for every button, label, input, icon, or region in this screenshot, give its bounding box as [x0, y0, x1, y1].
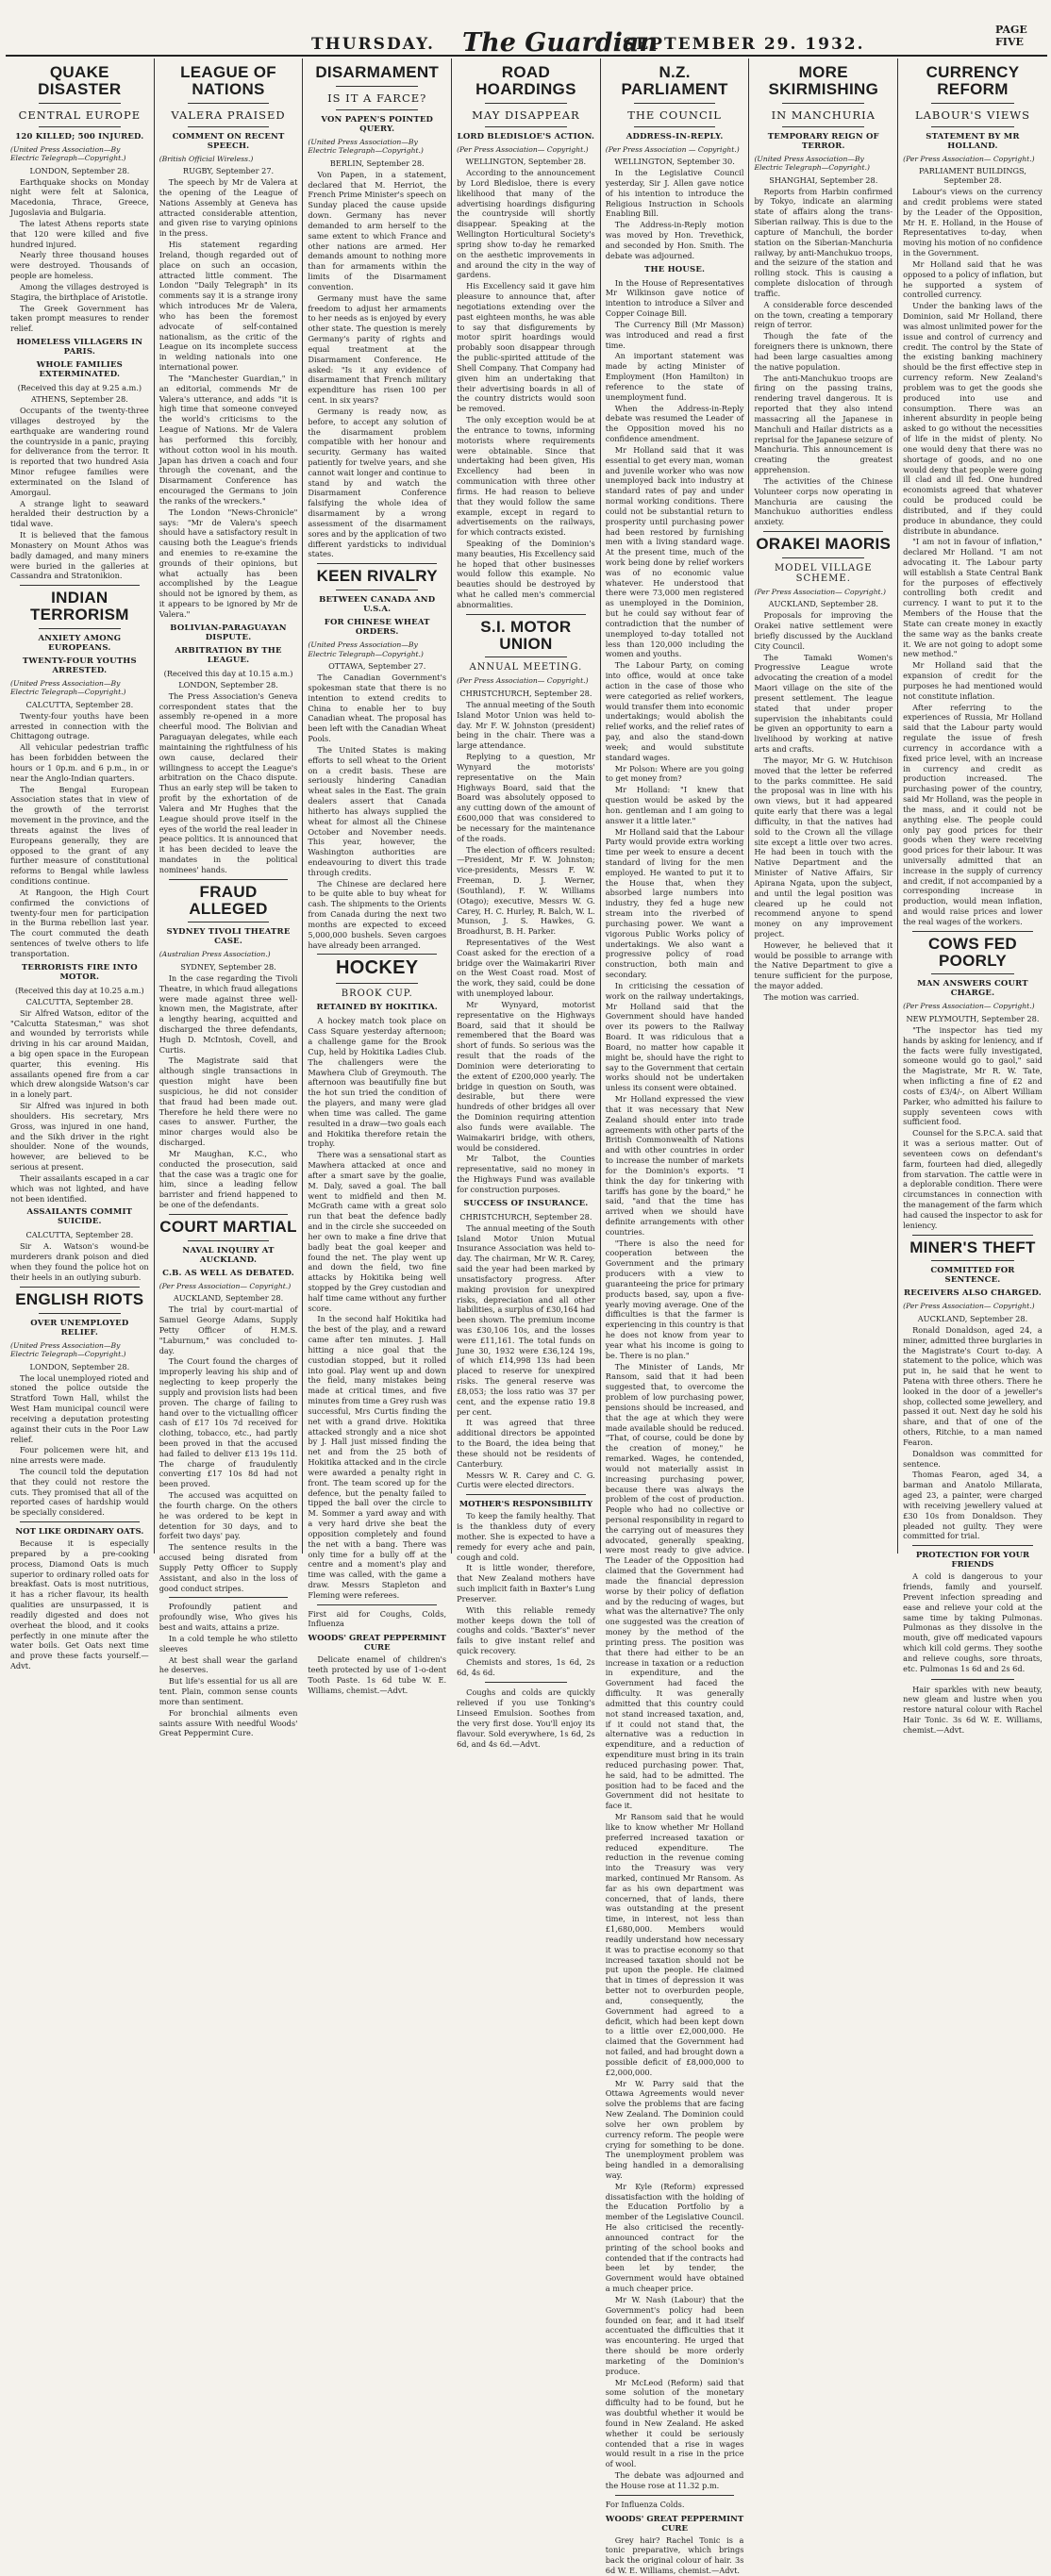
- subhead: COMMITTED FOR SENTENCE.: [930, 1266, 1015, 1286]
- paragraph: The debate was adjourned and the House rose at 11.32 p.m.: [605, 2470, 744, 2490]
- credit-line: (Australian Press Association.): [158, 950, 271, 959]
- paragraph: All vehicular pedestrian traffic has been forbidden between the hours or 1 0p.m. and 6 p.m., in or near the Anglo-Indian quarters.: [10, 742, 149, 783]
- subhead: MAN ANSWERS COURT CHARGE.: [917, 979, 1028, 999]
- divider: [20, 1287, 140, 1288]
- paragraph: Germany must have the same freedom to adjust her armaments to her needs as is enjoyed by every other state. The question is merely Germany's parity of rights and equal treatment at the Disarmament Conference. He asked: "Is it any evidence of disarmament that French military expenditure has risen 100 per cent. in six years?: [308, 292, 447, 406]
- dateline: LONDON, September 28.: [178, 679, 278, 690]
- divider: [912, 1545, 1033, 1546]
- divider: [782, 557, 864, 558]
- divider: [466, 614, 586, 615]
- dateline: CALCUTTA, September 28.: [25, 996, 134, 1006]
- paragraph: The Court found the charges of improperly leaving his ship and of neglecting to keep properly the supply and provision lists had been proven. The charge of failing to hand over to the victualling officer cash of £17 10s 7d received for clothing, tobacco, etc., had partly been proved in that the accused had failed to deliver £13 19s 11d. The charge of fraudulently converting £17 10s 8d had not been proved.: [158, 1356, 298, 1489]
- divider: [317, 563, 437, 564]
- divider: [169, 1597, 289, 1598]
- paragraph: The Tamaki Women's Progressive League wrote advocating the creation of a model Maori village on the site of the present settlement. The league stated that under proper supervision the inhabitants could be given an opportunity to earn a livelihood by working at native arts and crafts.: [754, 652, 893, 755]
- paragraph: The trial by court-martial of Samuel George Adams, Supply Petty Officer of H.M.S. "Laburnum," was concluded to-day.: [158, 1305, 298, 1355]
- headline-indian-terrorism: INDIAN TERRORISM: [29, 589, 129, 623]
- headline-orakei-maoris: ORAKEI MAORIS: [756, 534, 892, 553]
- dateline: CHRISTCHURCH, September 28.: [459, 1211, 592, 1222]
- advert-body: Coughs and colds are quickly relieved if you use Tonking's Linseed Emulsion. Soothes from the very first dose. You'll enjoy its flavour. Sold everywhere, 1s 6d, 2s 6d, and 4s 6d.—Advt.: [457, 1687, 595, 1749]
- received-line: (Received this day at 10.15 a.m.): [163, 668, 293, 678]
- paragraph: Reports from Harbin confirmed by Tokyo, indicate an alarming state of affairs along the trans-Siberian railway. This is due to the capture of Manchuli, the border station on the Siberian-Manchuria railway, by anti-Manchukuo troops, and the seizure of the station and rolling stock. This is causing a complete dislocation of through traffic.: [754, 186, 893, 298]
- subhead: TWENTY-FOUR YOUTHS ARRESTED.: [22, 656, 137, 675]
- divider: [931, 1679, 1014, 1680]
- subhead: BOLIVIAN-PARAGUAYAN DISPUTE.: [170, 623, 287, 642]
- divider: [336, 109, 418, 110]
- subhead: RECEIVERS ALSO CHARGED.: [904, 1288, 1042, 1299]
- credit-line: (United Press Association—By Electric Telegraph—Copyright.): [308, 137, 424, 156]
- subhead: FOR CHINESE WHEAT ORDERS.: [324, 618, 430, 638]
- column-2: [155, 58, 304, 1738]
- credit-line: (Per Press Association — Copyright.): [605, 144, 740, 154]
- paragraph: Earthquake shocks on Monday night were felt at Salonica, Macedonia, Thrace, Greece, Jugoslavia and Bulgaria.: [10, 176, 149, 218]
- advert-body: Because it is especially prepared by a pre-cooking process, Diamond Oats is much superior to ordinary rolled oats for breakfast. Oats is most nutritious, it has a richer flavour, its health qualities are unsurpassed, it is readily digested and does not overheat the blood, and it cooks perfectly in one minute after the water boils. Get Oats next time and prove these facts yourself.—Advt.: [10, 1538, 149, 1671]
- dateline: PARLIAMENT BUILDINGS, September 28.: [918, 166, 1026, 186]
- advert-title: PROTECTION FOR YOUR FRIENDS: [915, 1551, 1030, 1571]
- paragraph: The motion was carried.: [763, 991, 859, 1002]
- paragraph: The mayor, Mr G. W. Hutchison moved that the letter be referred to the parks committee. He said the proposal was in line with his own views, but it had appeared quite early that there was a legal difficulty, in that the natives had sold to the Crown all the village site except a little over two acres. He had been in touch with the Native Department and the Minister of Native Affairs, Sir Apirana Ngata, upon the subject, and until the legal position was cleared up he could not recommend anyone to spend money on any improvement project.: [754, 755, 893, 939]
- paragraph: Mr Wynyard, motorist representative on the Highways Board, said that it should be remembered that the Board was short of funds. So serious was the result that the roads of the Dominion were deteriorating to the extent of £200,000 yearly. The bridge in question on South, was desirable, but there were hundreds of other bridges all over the Dominion requiring attention also funds were available. The Waimakariri bridge, with others, would be considered.: [457, 999, 595, 1153]
- paragraph: Sir Alfred Watson, editor of the "Calcutta Statesman," was shot and wounded by terrorists while driving in his car around Maidan, a big open space in the European quarter, this evening. His assailants opened fire from a car which drew alongside Watson's car in a lonely part.: [10, 1007, 149, 1100]
- divider: [169, 879, 289, 880]
- paragraph: The "Manchester Guardian," in an editorial, commends Mr de Valera's utterance, and adds "it is high time that someone conveyed the world's criticisms to the League of Nations. Mr de Valera has performed this forcibly, without cotton wool in his mouth. Japan has driven a coach and four through the covenant, and the Disarmament Conference has encouraged the Germans to join the ranks of the wreckers.": [158, 373, 298, 506]
- divider: [763, 531, 883, 532]
- paragraph: Four policemen were hit, and nine arrests were made.: [10, 1445, 149, 1466]
- paragraph: Proposals for improving the Orakei native settlement were briefly discussed by the Auckland City Council.: [754, 610, 893, 651]
- paragraph: Mr Talbot, the Counties representative, said no money in the Highways Fund was available for construction purposes.: [457, 1154, 595, 1194]
- paragraph: However, he believed that it would be possible to arrange with the Native Department to give a tenure sufficient for the purpose, the mayor added.: [754, 939, 893, 991]
- credit-line: (Per Press Association— Copyright.): [158, 1281, 292, 1290]
- dateline: ATHENS, September 28.: [30, 394, 128, 405]
- headline-nz-parliament: N.Z. PARLIAMENT: [621, 63, 728, 98]
- headline-cows-fed-poorly: COWS FED POORLY: [927, 934, 1017, 970]
- paragraph: Though the fate of the foreigners there is unknown, there had been large casualties among the native population.: [754, 331, 893, 372]
- advert-body: Chemists and stores, 1s 6d, 2s 6d, 4s 6d.: [457, 1656, 595, 1677]
- paragraph: Among the villages destroyed is Stagira, the birthplace of Aristotle.: [10, 281, 149, 302]
- page-columns: [6, 58, 1047, 2575]
- paragraph: In the House of Representatives Mr Wilkinson gave notice of intention to introduce a Silver and Copper Coinage Bill.: [605, 277, 744, 319]
- dateline: NEW PLYMOUTH, September 28.: [906, 1013, 1040, 1023]
- paragraph: Replying to a question, Mr Wynyard the motorists' representative on the Main Highways Board, said that the Board was absolutely opposed to any cutting down of the amount of £600,000 that was considered to be necessary for the maintenance of the roads.: [457, 752, 595, 843]
- dateline: BERLIN, September 28.: [329, 158, 425, 168]
- subhead: HOMELESS VILLAGERS IN PARIS.: [16, 338, 143, 357]
- divider: [485, 126, 567, 127]
- advert-body: Grey hair? Rachel Tonic is a tonic preparative, which brings back the original colour of hair. 3s 6d W. E. Williams, chemist.—Advt.: [605, 2534, 744, 2575]
- subhead: ARBITRATION BY THE LEAGUE.: [175, 645, 282, 665]
- paragraph: The Chinese are declared here to be quite able to buy wheat for cash. The shipments to the Orients from Canada during the next two months are expected to exceed 5,000,000 bushels. Seven cargoes have already been arranged.: [308, 878, 447, 950]
- dateline: AUCKLAND, September 28.: [917, 1313, 1028, 1323]
- subhead: TEMPORARY REIGN OF TERROR.: [767, 131, 879, 151]
- paragraph: The Greek Government has taken prompt measures to render relief.: [10, 303, 149, 334]
- paragraph: It was agreed that three additional directors be appointed to the Board, the idea being that these should not be residents of Canterbury.: [457, 1418, 595, 1469]
- divider: [336, 86, 418, 87]
- divider: [782, 126, 864, 127]
- paragraph: "There is also the need for cooperation between the Government and the primary producers with a view to guaranteeing the price for primary products based, say, upon a five-yearly moving average. One of the difficulties is that the farmer is experiencing in this country is that he does not know from year to year what his income is going to be. There is no plan.": [605, 1238, 744, 1360]
- divider: [188, 1240, 270, 1241]
- divider: [39, 103, 121, 104]
- paragraph: Counsel for the S.P.C.A. said that it was a serious matter. Out of seventeen cows on defendant's farm, fourteen had died, allegedly from starvation. The cattle were in a deplorable condition. There were circumstances in connection with the management of the farm which had caused the inspector to ask for leniency.: [903, 1128, 1043, 1230]
- column-1: [6, 58, 155, 1671]
- paragraph: Labour's views on the currency and credit problems were stated by the Leader of the Opposition, Mr H. E. Holland, in the House of Representatives to-day, when moving his motion of no confidence in the Government.: [903, 187, 1043, 258]
- paragraph: The Canadian Government's spokesman state that there is no intention to extend credits to China to enable her to buy Canadian wheat. The proposal has been left with the Canadian Wheat Pools.: [308, 673, 447, 744]
- paragraph: The speech by Mr de Valera at the opening of the League of Nations Assembly at Geneva has attracted considerable attention, and given rise to varying opinions in the press.: [158, 177, 298, 239]
- paragraph: Mr Holland said that he was opposed to a policy of inflation, but he supported a system of controlled currency.: [903, 258, 1043, 300]
- divider: [485, 1682, 567, 1683]
- headline-more-skirmishing: MORE SKIRMISHING: [768, 63, 879, 98]
- paragraph: In criticising the cessation of work on the railway undertakings, Mr Holland said that the Government should have handed over its powers to the Railway Board. It was ridiculous that a Board, no matter how capable it might be, should have the right to say to the Government that certain works should not be undertaken unless its consent were obtained.: [605, 980, 744, 1093]
- subhead: MODEL VILLAGE SCHEME.: [775, 562, 873, 584]
- divider: [20, 1521, 140, 1522]
- advert-title: NOT LIKE ORDINARY OATS.: [15, 1527, 144, 1537]
- advert-body: To keep the family healthy. That is the thankless duty of every mother. She is expected to have a remedy for every ache and pain, cough and cold.: [457, 1511, 595, 1562]
- headline-hockey: HOCKEY: [336, 957, 419, 979]
- page-number: PAGE FIVE: [995, 24, 1027, 48]
- paragraph: A considerable force descended on the town, creating a temporary reign of terror.: [754, 299, 893, 330]
- paragraph: The Address-in-Reply motion was moved by Hon. Trevethick, and seconded by Hon. Smith. The debate was adjourned.: [605, 220, 744, 260]
- subhead: CENTRAL EUROPE: [18, 108, 142, 122]
- paragraph: The Minister of Lands, Mr Ransom, said that it had been suggested that, to overcome the problem of low purchasing power, pensions should be increased, and that the age at which they were made available should be reduced. "That, of course, could be done by the creation of money," he remarked. Wages, he contended, would not materially assist in increasing purchasing power, because there was always the problem of the cost of production. People who had no collective or personal responsibility in regard to the carrying out of measures they advocated, generally speaking, were most ready to give advice. The Leader of the Opposition had claimed that the Government had made the financial depression worse by their policy of deflation and by the reducing of wages, but what was the alternative? The only one suggested was the creation of money by the method of the printing press. The position was that there had either to be an increase in taxation or a reduction in expenditure, and the Government had faced the difficulty. It was generally admitted that this country could not stand increased taxation, and, if it could not stand that, the alternative was a reduction in expenditure, and a reduction of expenditure must bring in its train reduced purchasing power. That, he said, had to be admitted. The position had to be faced and the Government did not hesitate to face it.: [605, 1361, 744, 1811]
- advert-verse: At best shall wear the garland he deserves.: [158, 1654, 298, 1675]
- dateline: AUCKLAND, September 28.: [768, 599, 878, 609]
- paragraph: The United States is making efforts to sell wheat to the Orient on a credit basis. These are seriously hindering Canadian wheat sales in the East. The grain dealers assert that Canada hitherto has always supplied the wheat for almost all the Chinese October and November needs. This year, however, the Washington authorities are endeavouring to divert this trade through credits.: [308, 744, 447, 877]
- dateline: SHANGHAI, September 28.: [769, 175, 878, 185]
- divider: [39, 126, 121, 127]
- paragraph: Messrs W. R. Carey and C. G. Curtis were elected directors.: [457, 1470, 595, 1490]
- credit-line: (Per Press Association— Copyright.): [903, 154, 1035, 163]
- dateline: CALCUTTA, September 28.: [25, 1230, 134, 1240]
- dateline: WELLINGTON, September 28.: [465, 157, 587, 167]
- paragraph: The Labour Party, on coming into office, would at once take action in the case of those who were categoried as relief workers, would transfer them into economic undertakings; would abolish the relief works, and the relief rates of pay, and also the stand-down week; and would substitute standard wages.: [605, 660, 744, 762]
- subhead: ASSAILANTS COMMIT SUICIDE.: [26, 1207, 133, 1227]
- credit-line: (Per Press Association— Copyright.): [754, 587, 886, 596]
- paragraph: Mr W. Nash (Labour) that the Government's policy had been founded on fear, and it had itself accentuated the difficulties that it was encountering. He urged that there should be more orderly marketing of the Dominion's produce.: [605, 2294, 744, 2376]
- paragraph: At Rangoon, the High Court confirmed the convictions of twenty-four men for participation in the Burma rebellion last year. The court commuted the death sentences of twelve others to life transportation.: [10, 887, 149, 958]
- paragraph: Thomas Fearon, aged 34, a barman and Anatolo Millarata, aged 23, a painter, were charged with receiving jewellery valued at £30 10s from Donaldson. They pleaded not guilty. They were committed for trial.: [903, 1470, 1043, 1541]
- received-line: (Received this day at 9.25 a.m.): [17, 383, 142, 393]
- subhead: SYDNEY TIVOLI THEATRE CASE.: [166, 927, 291, 947]
- column-5: [601, 58, 750, 2575]
- subhead: VALERA PRAISED: [171, 108, 286, 122]
- divider: [317, 954, 437, 955]
- subhead: LABOUR'S VIEWS: [914, 108, 1030, 122]
- paragraph: Representatives of the West Coast asked for the erection of a bridge over the Waimakariri River on the West Coast road. Most of the work, they said, could be done with unemployed labour.: [457, 938, 595, 999]
- paragraph: "I am not in favour of inflation," declared Mr Holland. "I am not advocating it. The Labour party will establish a State Central Bank for the purposes of effectively controlling both credit and currency. I want to put it to the Members of the House that the State can create money in exactly the same way as the banks create it. We are not going to adopt some new method.": [903, 537, 1043, 659]
- dateline: OTTAWA, September 27.: [328, 661, 426, 672]
- dateline: SYDNEY, September 28.: [180, 961, 276, 972]
- credit-line: (United Press Association—By Electric Telegraph—Copyright.): [10, 1340, 126, 1359]
- masthead-day: THURSDAY.: [311, 35, 435, 54]
- paragraph: Donaldson was committed for sentence.: [903, 1448, 1043, 1469]
- newspaper-title: The Guardian: [462, 28, 658, 58]
- headline-currency-reform: CURRENCY REFORM: [926, 63, 1020, 98]
- paragraph: The sentence results in the accused being disrated from Supply Petty Officer to Supply Assistant, and also in the loss of good conduct stripes.: [158, 1542, 298, 1593]
- credit-line: (United Press Association—By Electric Telegraph—Copyright.): [308, 640, 424, 658]
- advert-title: MOTHER'S RESPONSIBILITY: [459, 1500, 593, 1510]
- paragraph: There was a sensational start as Mawhera attacked at once and after a smart save by the goalie, M. Daly, saved a goal. The ball went to midfield and then M. McGrath came with a great solo run that beat the defence badly and in the circle she succeeded on her own to make a fine drive that badly beat the goal keeper and found the net. The play went up and down the field, two fine attacks by Hokitika being well stopped by the Grey custodian and half time came without any further score.: [308, 1150, 447, 1313]
- headline-disarmament: DISARMAMENT: [315, 63, 440, 81]
- column-4: [452, 58, 601, 1749]
- paragraph: In the Legislative Council yesterday, Sir J. Allen gave notice of his intention to introduce the Religious Instruction in Schools Enabling Bill.: [605, 168, 744, 219]
- headline-miners-theft: MINER'S THEFT: [909, 1238, 1036, 1256]
- paragraph: The latest Athens reports state that 120 were killed and five hundred injured.: [10, 218, 149, 249]
- paragraph: The accused was acquitted on the fourth charge. On the others he was ordered to be kept in detention for 30 days, and to forfeit two days' pay.: [158, 1490, 298, 1541]
- subhead: BROOK CUP.: [341, 989, 413, 1000]
- received-line: (Received this day at 10.25 a.m.): [14, 985, 144, 995]
- divider: [931, 126, 1014, 127]
- subhead: MAY DISAPPEAR: [472, 108, 580, 122]
- advert-body: With this reliable remedy mother keeps down the toll of coughs and colds. "Baxter's" never fails to give instant relief and quick recovery.: [457, 1604, 595, 1655]
- paragraph: The Magistrate said that although single transactions in question might have been suspicious, he did not consider that fraud had been made out. Therefore he held there were no cases to answer. Further, the minor charges would also be discharged.: [158, 1055, 298, 1148]
- paragraph: Von Papen, in a statement, declared that M. Herriot, the French Prime Minister's speech on Sunday placed the cause upside down. Germany has never demanded to arm herself to the same extent to which France and other nations are armed. Her demands amount to nothing more than for armaments within the limits of the Disarmament convention.: [308, 169, 447, 291]
- subhead: WHOLE FAMILIES EXTERMINATED.: [36, 360, 123, 380]
- credit-line: (Per Press Association— Copyright.): [903, 1302, 1035, 1311]
- headline-court-martial: COURT MARTIAL: [159, 1217, 297, 1236]
- masthead-date: SEPTEMBER 29. 1932.: [623, 35, 865, 54]
- paragraph: When the Address-in-Reply debate was resumed the Leader of the Opposition moved his no confidence amendment.: [605, 403, 744, 444]
- headline-fraud-alleged: FRAUD ALLEGED: [189, 882, 268, 918]
- subhead: IN MANCHURIA: [771, 108, 876, 122]
- divider: [466, 1494, 586, 1495]
- column-7: [898, 58, 1047, 1735]
- divider: [39, 1313, 121, 1314]
- dateline: RUGBY, September 27.: [182, 166, 275, 176]
- divider: [485, 656, 567, 657]
- paragraph: His Excellency said it gave him pleasure to announce that, after negotiations extending over the past eighteen months, he was able to say that disfigurements by motor spirit hoardings would probably soon disappear through the public-spirited attitude of the Shell Company. That Company had given him an undertaking that their advertising boards in all of the country districts would soon be removed.: [457, 281, 595, 414]
- paragraph: Mr McLeod (Reform) said that some solution of the monetary difficulty had to be found, but he was doubtful whether it would be found in New Zealand. He asked whether it could be seriously contended that a rise in wages would result in a rise in the price of wool.: [605, 2377, 744, 2469]
- subhead: 120 KILLED; 500 INJURED.: [15, 131, 144, 141]
- subhead: STATEMENT BY MR HOLLAND.: [926, 131, 1020, 151]
- divider: [615, 2495, 735, 2496]
- paragraph: In the case regarding the Tivoli Theatre, in which fraud allegations were made against three well-known men, the Magistrate, after a lengthy hearing, acquitted and discharged the three defendants, Hugh D. McIntosh, Covell, and Curtis.: [158, 972, 298, 1055]
- paragraph: A strange light to seaward heralded their destruction by a tidal wave.: [10, 498, 149, 529]
- credit-line: (United Press Association—By Electric Telegraph—Copyright.): [754, 154, 870, 173]
- paragraph: In the second half Hokitika had the best of the play, and a reward came after ten minutes. J. Hall hitting a nice goal that the custodian stopped, but it rolled into goal. Play went up and down the field, many mistakes being made at critical times, and five minutes from time a Grey rush was successful, Mrs Curtis finding the net with a grand drive. Hokitika attacked strongly and a nice shot by J. Hall just missed finding the net and from the 25 both of Hokitika attacked and in the circle were awarded a penalty right in front. The team scored up for the defence, but the penalty failed to tipped the ball over the circle to M. Sommer a yard away and with a very hard drive she beat the opposition completely and found the net with a bang. There was only time for a bully off at the centre and a moment's play and time was called, with the game a draw. Messrs Stapleton and Fleming were referees.: [308, 1314, 447, 1600]
- advert-body: A cold is dangerous to your friends, family and yourself. Prevent infection spreading and ease and relieve your cold at the same time by taking Pulmonas. Pulmonas as they dissolve in the mouth, give off medicated vapours which kill cold germs. They soothe and relieve coughs, sore throats, etc. Pulmonas 1s 6d and 2s 6d.: [903, 1571, 1043, 1673]
- advert-verse: Profoundly patient and profoundly wise, Who gives his best and waits, attains a prize.: [158, 1602, 298, 1633]
- paragraph: The Press Association's Geneva correspondent states that the assembly re-opened in a more cheerful mood. The Bolivian and Paraguayan delegates, while each maintaining the rightfulness of his own cause, declared their willingness to accept the League's arbitration on the Chaco dispute. Thus an early step will be taken to profit by the exhortation of de Valera and Mr Hughes that the League should prove itself in the eyes of the world the real leader in peace politics. It is announced that it has been decided to leave the mandates in the political nominees' hands.: [158, 690, 298, 874]
- divider: [634, 103, 716, 104]
- paragraph: Mr Holland said that the Labour Party would provide extra working time per week to ensure a decent standard of living for the men employed. He wanted to put it to the House that, when they absorbed large numbers into industry, they fed a huge new stream into the riverbed of purchasing power. We want a vigorous Public Works policy of undertakings. We also want a progressive policy of road construction, both main and secondary.: [605, 826, 744, 980]
- subhead: ANXIETY AMONG EUROPEANS.: [38, 633, 122, 653]
- paragraph: Mr Polson: Where are you going to get money from?: [605, 763, 744, 784]
- column-6: [749, 58, 898, 1554]
- advert-title: WOODS' GREAT PEPPERMINT CURE: [605, 2514, 744, 2534]
- divider: [485, 103, 567, 104]
- divider: [931, 103, 1014, 104]
- subhead: ADDRESS-IN-REPLY.: [626, 131, 724, 141]
- divider: [931, 973, 1014, 974]
- paragraph: Mr Holland expressed the view that it was necessary that New Zealand should enter into trade agreements with other parts of the British Commonwealth of Nations and with other countries in order to increase the number of markets for the Dominion's exports. "I think the day for tinkering with tariffs has gone by the board," he said, "and that the time has arrived when we should have definite arrangements with other countries.: [605, 1094, 744, 1237]
- headline-keen-rivalry: KEEN RIVALRY: [316, 567, 438, 586]
- divider: [912, 931, 1033, 932]
- paragraph: The London "News-Chronicle" says: "Mr de Valera's speech should have a satisfactory result in causing both the League's friends and enemies to re-examine the grounds of their opinions, but what actually has been accomplished by the League should not be ignored by them, as it appears to be ignored by Mr de Valera.": [158, 507, 298, 619]
- paragraph: Mr W. Parry said that the Ottawa Agreements would never solve the problems that are facing New Zealand. The Dominion could solve her own problem by currency reform. The people were crying for something to be done. The unemployment problem was being handled in a demoralising way.: [605, 2078, 744, 2180]
- subhead: IS IT A FARCE?: [327, 91, 427, 105]
- paragraph: After referring to the experiences of Russia, Mr Holland said that the Labour party would regulate the issue of fresh currency in accordance with a fixed price level, with an increase in currency and credit as production increased. The purchasing power of the country, said Mr Holland, was the people in the mass, and it could not be anything else. The people could only pay good prices for their goods when they were receiving good prices for their labour. It was universally admitted that an increase in the supply of currency and credit, if not accompanied by a corresponding increase in production, would mean inflation, and would raise prices and lower the real wages of the workers.: [903, 702, 1043, 926]
- paragraph: The activities of the Chinese Volunteer corps now operating in Manchuria are causing the Manchukuo authorities endless anxiety.: [754, 475, 893, 527]
- credit-line: (Per Press Association— Copyright.): [457, 676, 589, 686]
- paragraph: The Bengal European Association states that in view of the growth of the terrorist movement in the province, and the threats against the lives of Europeans generally, they are opposed to the grant of any further measure of constitutional reforms to Bengal while lawless conditions continue.: [10, 784, 149, 887]
- paragraph: Their assailants escaped in a car which was not lighted, and have not been identified.: [10, 1172, 149, 1204]
- subhead: BETWEEN CANADA AND U.S.A.: [319, 595, 436, 615]
- paragraph: His statement regarding Ireland, though regarded out of place on such an occasion, attracted little comment. The London "Daily Telegraph" in its comments say it is a strange irony which introduces Mr de Valera, who has been the foremost advocate of self-contained nationalism, as the critic of the League on its incomplete success in welding nationals into one international power.: [158, 240, 298, 373]
- dateline: LONDON, September 28.: [29, 165, 130, 175]
- subhead: C.B. AS WELL AS DEBATED.: [162, 1268, 294, 1278]
- divider: [782, 103, 864, 104]
- divider: [169, 1214, 289, 1215]
- paragraph: An important statement was made by acting Minister of Employment (Hon Hamilton) in reference to the state of unemployment fund.: [605, 351, 744, 402]
- divider: [634, 126, 716, 127]
- paragraph: Under the banking laws of the Dominion, said Mr Holland, there was almost unlimited power for the issue and control of currency and credit. The control by the State of the existing banking machinery should be the first effective step in currency reform. New Zealand's problem was to get the goods she produced into use and consumption. There was an inherent absurdity in people being asked to go without the necessities of life in the midst of plenty. No one would deny that there was no shortage of goods, and no one would deny that people were going ill clad and ill fed. One hundred economists agreed that whatever could be produced could be distributed, and if they could produce in abundance, they could distribute in abundance.: [903, 301, 1043, 536]
- paragraph: Germany is ready now, as before, to accept any solution of the disarmament problem compatible with her honour and security. Germany has waited patiently for twelve years, and she cannot wait longer and continue to stand by and watch the Disarmament Conference falsifying the whole idea of disarmament by a wrong assessment of the disarmament sores and by the application of two different yardsticks to individual states.: [308, 406, 447, 559]
- advert-body: It is little wonder, therefore, that New Zealand mothers have such implicit faith in Baxter's Lung Preserver.: [457, 1563, 595, 1604]
- paragraph: According to the announcement by Lord Bledisloe, there is every likelihood that many of the advertising hoardings disfiguring the countryside will shortly disappear. Speaking at the Wellington Horticultural Society's spring show to-day he remarked on the aesthetic improvements in and around the city in the way of gardens.: [457, 168, 595, 280]
- paragraph: The only exception would be at the entrance to towns, informing motorists where requirements were obtainable. Since that undertaking had been given, His Excellency had been in communication with three other firms. He had reason to believe that they would follow the same example, except in regard to advertisements on the railways, for which contracts existed.: [457, 415, 595, 538]
- masthead: [0, 0, 1051, 58]
- advert-body: Delicate enamel of children's teeth protected by use of 1-o-dent Tooth Paste. 1s 6d tube W. E. Williams, chemist.—Advt.: [308, 1654, 447, 1695]
- subhead: ANNUAL MEETING.: [469, 662, 583, 673]
- advert-verse: For bronchial ailments even saints assure With needful Woods' Great Peppermint Cure.: [158, 1707, 298, 1738]
- advert-body: Hair sparkles with new beauty, new gleam and lustre when you restore natural colour with Rachel Hair Tonic. 3s 6d W. E. Williams, chemist.—Advt.: [903, 1684, 1043, 1735]
- paragraph: Nearly three thousand houses were destroyed. Thousands of people are homeless.: [10, 250, 149, 281]
- divider: [336, 983, 418, 984]
- credit-line: (British Official Wireless.): [158, 154, 254, 163]
- paragraph: The annual meeting of the South Island Motor Union was held to-day. Mr F. W. Johnston (president) being in the chair. There was a large attendance.: [457, 699, 595, 751]
- subhead: THE COUNCIL: [627, 108, 722, 122]
- advert-title: WOODS' GREAT PEPPERMINT CURE: [308, 1634, 446, 1654]
- subhead: COMMENT ON RECENT SPEECH.: [172, 131, 285, 151]
- advert-verse: But life's essential for us all are tent. Plain, common sense counts more than sentiment.: [158, 1676, 298, 1706]
- dateline: AUCKLAND, September 28.: [173, 1293, 284, 1304]
- dateline: CHRISTCHURCH, September 28.: [459, 688, 592, 698]
- divider: [931, 1260, 1014, 1261]
- subhead: VON PAPEN'S POINTED QUERY.: [321, 114, 434, 134]
- masthead-rule: [6, 55, 1047, 57]
- divider: [912, 1235, 1033, 1236]
- column-3: [303, 58, 452, 1695]
- headline-road-hoardings: ROAD HOARDINGS: [475, 63, 576, 98]
- headline-league-of-nations: LEAGUE OF NATIONS: [180, 63, 276, 98]
- paragraph: "The inspector has tied my hands by asking for leniency, and if the facts were fully investigated, someone would go to gaol," said the Magistrate, Mr R. W. Tate, when inflicting a fine of £2 and costs of £3/4/-, on Albert William Parker, who admitted his failure to supply seventeen cows with sufficient food.: [903, 1024, 1043, 1127]
- paragraph: Mr Ransom said that he would like to know whether Mr Holland preferred increased taxation or reduced expenditure. The reduction in the revenue coming into the Treasury was very marked, continued Mr Ransom. As far as his own department was concerned, that of lands, there was outstanding at the present time, in interest, not less than £1,680,000. Members would readily understand how necessary it was to practise economy so that increased taxation should not be put upon the people. He claimed that in times of depression it was better not to overburden people, and, consequently, the Government had agreed to a deficit, which had been kept down to a little over £2,000,000. He claimed that the Government had not failed, and had brought down a possible deficit of £8,000,000 to £2,000,000.: [605, 1812, 744, 2077]
- paragraph: The Currency Bill (Mr Masson) was introduced and read a first time.: [605, 319, 744, 350]
- paragraph: Mr Maughan, K.C., who conducted the prosecution, said that the case was a tragic one for him, since a leading fellow barrister and friend happened to be one of the defendants.: [158, 1148, 298, 1210]
- headline-english-riots: ENGLISH RIOTS: [15, 1289, 144, 1308]
- credit-line: (Per Press Association— Copyright.): [903, 1002, 1035, 1011]
- paragraph: Ronald Donaldson, aged 24, a miner, admitted three burglaries in the Magistrate's Court to-day. A statement to the police, which was put in, he said that he went to Patena with three others. There he looked in the door of a jeweller's shop, collected some jewellery, and passed it out. Next day he sold his share, and that of one of the others, Ritchie, to a man named Fearon.: [903, 1324, 1043, 1447]
- dateline: LONDON, September 28.: [29, 1361, 130, 1371]
- paragraph: The council told the deputation that they could not restore the cuts. They promised that all of the reported cases of hardship would be specially considered.: [10, 1467, 149, 1518]
- paragraph: It is believed that the famous Monastery on Mount Athos was badly damaged, and many miners were buried in the galleries at Cassandra and Stratonikion.: [10, 530, 149, 581]
- paragraph: The election of officers resulted:—President, Mr F. W. Johnston; vice-presidents, Messrs F. W. Freeman, D. J. Werner, (Southland), F. W. Williams (Otago); executive, Messrs W. G. Carey, H. C. Hurley, R. Balch, W. L. Munson, J. S. Hawkes, G. Broadhurst, B. H. Parker.: [457, 844, 595, 937]
- paragraph: Mr Kyle (Reform) expressed dissatisfaction with the holding of the Education Portfolio by a member of the Legislative Council. He also criticised the recently-announced contract for the printing of the school books and contended that if the contracts had been let by tender, the Government would have obtained a much cheaper price.: [605, 2181, 744, 2294]
- paragraph: Sir A. Watson's wound-be murderers drank poison and died when they found the police hot on their heels in an outlying suburb.: [10, 1241, 149, 1282]
- advert-verse: In a cold temple he who stiletto sleeves: [158, 1633, 298, 1654]
- subhead: SUCCESS OF INSURANCE.: [463, 1198, 589, 1208]
- divider: [188, 103, 270, 104]
- paragraph: Twenty-four youths have been arrested in connection with the Chittagong outrage.: [10, 710, 149, 741]
- paragraph: The anti-Manchukuo troops are firing on the passing trains, rendering travel dangerous. It is reported that they also intend massacring all the Japanese in Manchuli and Hailar districts as a reprisal for the Japanese seizure of Manchuria. This announcement is creating the greatest apprehension.: [754, 373, 893, 475]
- headline-quake-disaster: QUAKE DISASTER: [38, 63, 122, 98]
- paragraph: The annual meeting of the South Island Motor Union Mutual Insurance Association was held to-day. The chairman, Mr W. R. Carey, said the year had been marked by unsatisfactory progress. After making provision for unexpired risks, depreciation and all other liabilities, a surplus of £30,164 had been shown. The premium income was £30,106 10s, and the losses were £11,161. The total funds on June 30, 1932 were £36,124 19s, of which £14,998 13s had been placed to reserve for unexpired risks. The general reserve was £8,053; the loss ratio was 37 per cent, and the expense ratio 19.8 per cent.: [457, 1222, 595, 1417]
- credit-line: (United Press Association—By Electric Telegraph—Copyright.): [10, 678, 126, 697]
- paragraph: The local unemployed rioted and stoned the police outside the Stratford Town Hall, whilst the West Ham municipal council were receiving a deputation protesting against their cuts in the Poor Law relief.: [10, 1372, 149, 1444]
- divider: [20, 585, 140, 586]
- advert-lead: First aid for Coughs, Colds, Influenza: [308, 1608, 447, 1629]
- subhead: TERRORISTS FIRE INTO MOTOR.: [21, 962, 138, 982]
- credit-line: (United Press Association—By Electric Telegraph—Copyright.): [10, 144, 126, 163]
- headline-si-motor-union: S.I. MOTOR UNION: [480, 617, 572, 653]
- paragraph: Speaking of the Dominion's many beauties, His Excellency said he hoped that other businesses would follow this example. No beauties should be destroyed by what he called men's commercial abnormalities.: [457, 538, 595, 609]
- subhead: LORD BLEDISLOE'S ACTION.: [457, 131, 595, 141]
- credit-line: (Per Press Association— Copyright.): [457, 144, 589, 154]
- subhead: OVER UNEMPLOYED RELIEF.: [30, 1318, 129, 1338]
- subhead: THE HOUSE.: [643, 264, 706, 274]
- paragraph: Sir Alfred was injured in both shoulders. His secretary, Mrs Gross, was injured in one hand, and the Sikh driver in the right shoulder. None of the wounds, however, are believed to be serious at present.: [10, 1101, 149, 1172]
- paragraph: Occupants of the twenty-three villages destroyed by the earthquake are wandering round the countryside in a panic, praying for deliverance from the terror. It is reported that two hundred Asia Minor refugee families were exterminated on the Island of Amorgaul.: [10, 406, 149, 497]
- paragraph: Mr Holland: "I knew that question would be asked by the hon. gentleman and I am going to answer it a little later.": [605, 785, 744, 825]
- dateline: WELLINGTON, September 30.: [614, 157, 735, 167]
- divider: [317, 1604, 437, 1605]
- subhead: RETAINED BY HOKITIKA.: [316, 1003, 438, 1013]
- divider: [188, 126, 270, 127]
- divider: [39, 628, 121, 629]
- advert-lead: For Influenza Colds.: [605, 2499, 685, 2509]
- paragraph: A hockey match took place on Cass Square yesterday afternoon; a challenge game for the Brook Cup, held by Hokitika Ladies Club. The challengers were the Mawhera Club of Greymouth. The afternoon was beautifully fine but the hot sun tried the condition of the players, and many were glad when time was called. The game resulted in a draw—two goals each and Hokitika therefore retain the trophy.: [308, 1016, 447, 1149]
- dateline: CALCUTTA, September 28.: [25, 699, 134, 709]
- paragraph: Mr Holland said that the expansion of credit for the purposes he had mentioned would not constitute inflation.: [903, 660, 1043, 701]
- subhead: NAVAL INQUIRY AT AUCKLAND.: [182, 1245, 275, 1265]
- paragraph: Mr Holland said that it was essential to get every man, woman and juvenile worker who was now unemployed back into industry at standard rates of pay and under normal working conditions. There could not be substantial return to prosperity until purchasing power had been restored by furnishing men with a living standard wage. At the present time, much of the work being done by relief workers was of no economic value whatever. He understood that there were 73,000 men registered as unemployed in the Dominion, but he could say without fear of contradiction that the number of unemployed to-day totalled not less than 120,000 including the women and youths.: [605, 444, 744, 659]
